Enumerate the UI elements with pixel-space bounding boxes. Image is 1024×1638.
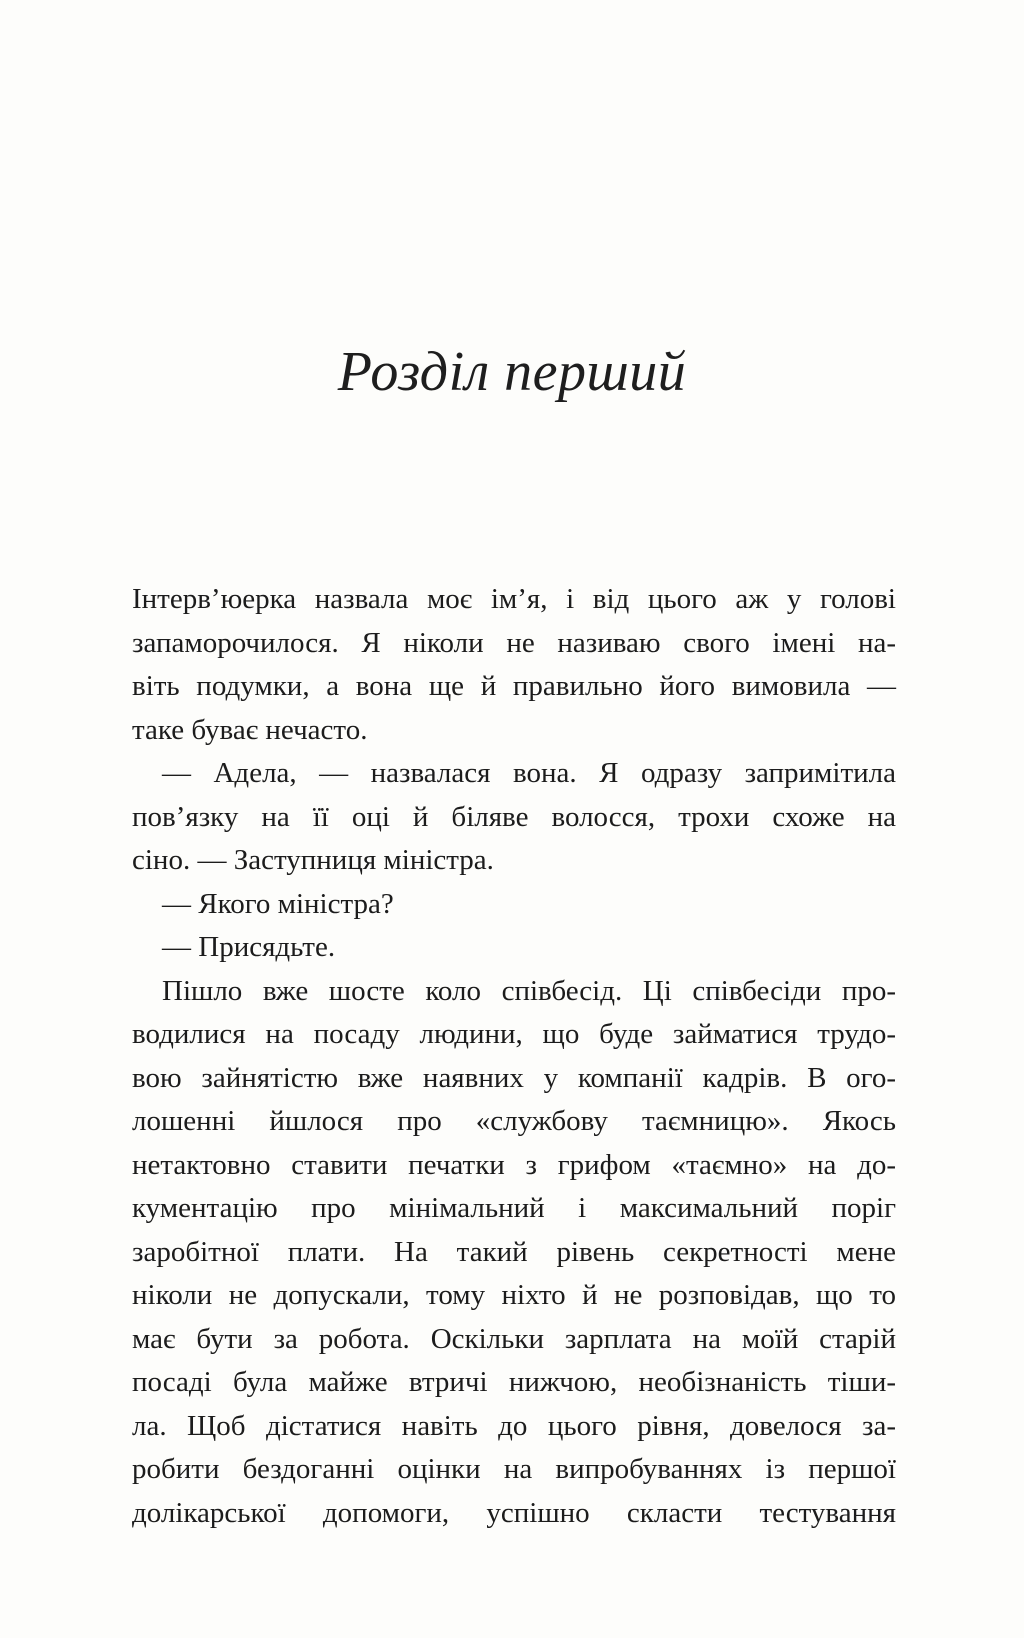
text-line: сіно. — Заступниця міністра. xyxy=(132,844,494,876)
text-line: посаді була майже втричі нижчою, необізнаність тіши- xyxy=(132,1366,896,1398)
text-line: вою зайнятістю вже наявних у компанії кадрів. В ого- xyxy=(132,1061,896,1094)
text-line: ла. Щоб дістатися навіть до цього рівня, довелося за- xyxy=(132,1409,896,1442)
text-line: пов’язку на її оці й біляве волосся, трохи схоже на xyxy=(132,800,896,833)
text-line: ніколи не допускали, тому ніхто й не розповідав, що то xyxy=(132,1279,896,1311)
text-line: нетактовно ставити печатки з грифом «таємно» на до- xyxy=(132,1148,896,1181)
text-line: — Якого міністра? xyxy=(162,887,394,920)
text-line: Пішло вже шосте коло співбесід. Ці співбесіди про- xyxy=(162,974,896,1007)
text-line: заробітної плати. На такий рівень секретності мене xyxy=(132,1235,896,1268)
text-line: — Адела, — назвалася вона. Я одразу запримітила xyxy=(162,757,896,789)
text-line: віть подумки, а вона ще й правильно його вимовила — xyxy=(132,670,896,702)
body-text xyxy=(132,578,896,1535)
text-line: лошенні йшлося про «службову таємницю». Якось xyxy=(132,1105,896,1137)
text-line: — Присядьте. xyxy=(162,931,336,963)
chapter-title: Розділ перший xyxy=(337,341,687,403)
text-line: має бути за робота. Оскільки зарплата на моїй старій xyxy=(132,1322,896,1355)
text-line: робити бездоганні оцінки на випробуваннях із першої xyxy=(132,1453,896,1485)
text-line: водилися на посаду людини, що буде займатися трудо- xyxy=(132,1018,896,1050)
text-line: Інтерв’юерка назвала моє ім’я, і від цього аж у голові xyxy=(132,583,896,615)
text-line: кументацію про мінімальний і максимальний поріг xyxy=(132,1192,896,1224)
text-line: запаморочилося. Я ніколи не називаю свого імені на- xyxy=(132,626,896,659)
text-line: таке буває нечасто. xyxy=(132,713,368,746)
text-line: долікарської допомоги, успішно скласти тестування xyxy=(132,1496,896,1529)
